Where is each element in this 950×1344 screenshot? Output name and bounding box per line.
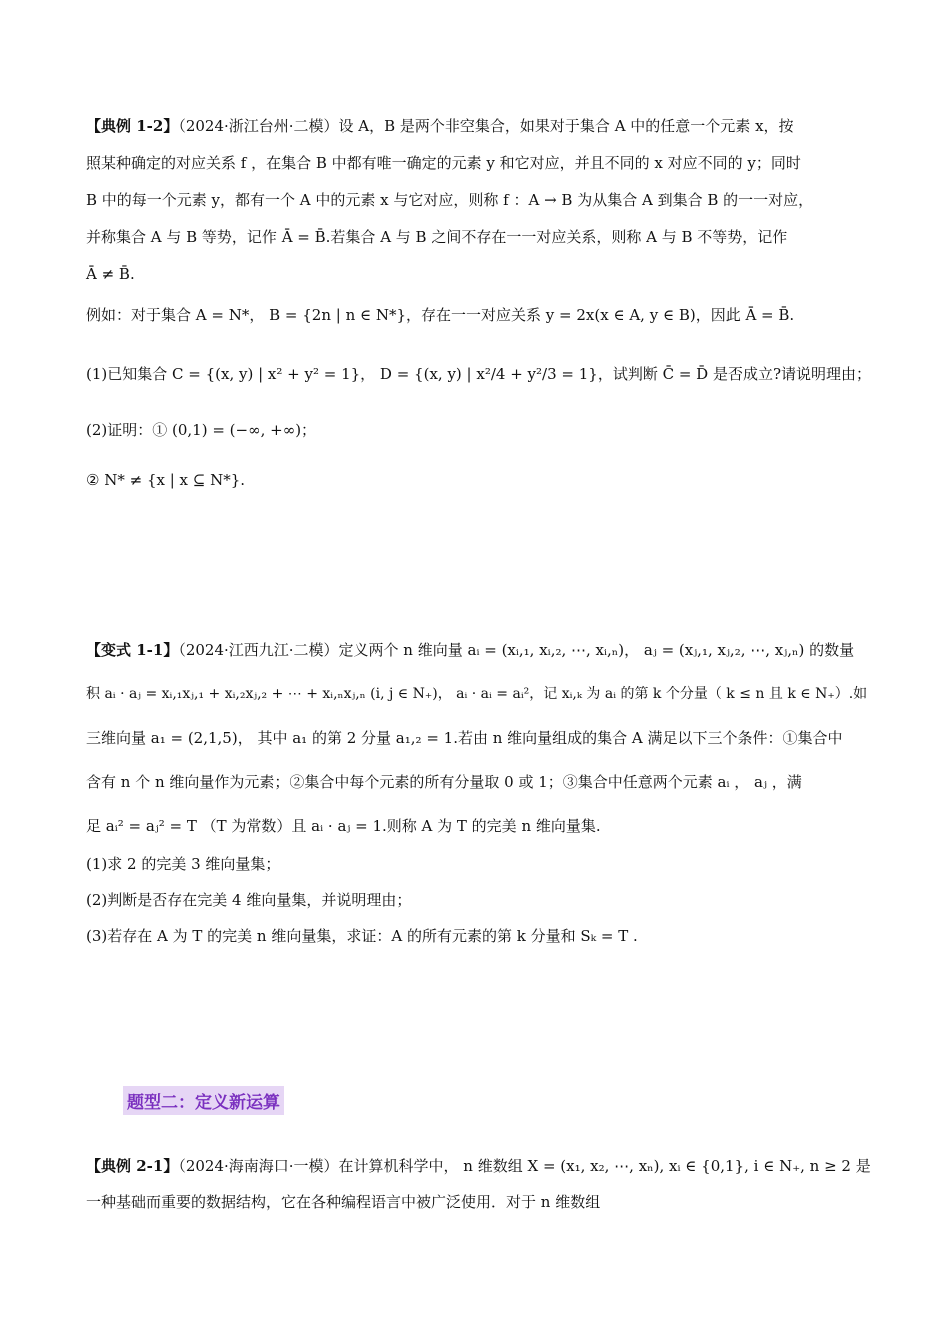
example-1-2-line-1: 【典例 1-2】（2024·浙江台州·二模）设 A，B 是两个非空集合，如果对于集合 A 中的任意一个元素 x，按 [86, 117, 794, 135]
variant-1-1-line-4: 含有 n 个 n 维向量作为元素；②集合中每个元素的所有分量取 0 或 1；③集合中任意两个元素 aᵢ ， aⱼ ，满 [86, 773, 802, 791]
example-1-2 [86, 108, 861, 293]
variant-1-1-line-3: 三维向量 a₁ = (2,1,5)， 其中 a₁ 的第 2 分量 a₁,₂ = 1.若由 n 维向量组成的集合 A 满足以下三个条件：①集合中 [86, 729, 843, 747]
variant-1-1-label: 【变式 1-1】 [86, 641, 179, 659]
variant-1-1-line-5: 足 aᵢ² = aⱼ² = T （T 为常数）且 aᵢ · aⱼ = 1.则称 A 为 T 的完美 n 维向量集. [86, 817, 601, 835]
example-1-2-line-4: 并称集合 A 与 B 等势，记作 Ā = B̄.若集合 A 与 B 之间不存在一一对应关系，则称 A 与 B 不等势，记作 [86, 228, 788, 246]
example-2-1-line-2: 一种基础而重要的数据结构，它在各种编程语言中被广泛使用．对于 n 维数组 [86, 1193, 601, 1211]
variant-1-1-line-2: 积 aᵢ · aⱼ = xᵢ,₁xⱼ,₁ + xᵢ,₂xⱼ,₂ + ⋯ + xᵢ,ₙxⱼ,ₙ (i, j ∈ N₊)， aᵢ · aᵢ = aᵢ²，记 xᵢ,ₖ 为 aᵢ 的第 k 个分量（ k ≤ n 且 k ∈ N₊）.如 [86, 686, 868, 702]
example-1-2-instance [86, 297, 861, 334]
variant-1-1-line-1: 【变式 1-1】（2024·江西九江·二模）定义两个 n 维向量 aᵢ = (xᵢ,₁, xᵢ,₂, ⋯, xᵢ,ₙ)， aⱼ = (xⱼ,₁, xⱼ,₂, ⋯, xⱼ,ₙ) 的数量 [86, 641, 855, 659]
variant-1-1-items [86, 846, 861, 954]
variant-item-3: (3)若存在 A 为 T 的完美 n 维向量集，求证：A 的所有元素的第 k 分量和 Sₖ = T . [86, 927, 638, 945]
question-2b: ② N* ≠ {x | x ⊆ N*}. [86, 471, 246, 489]
variant-item-2: (2)判断是否存在完美 4 维向量集，并说明理由； [86, 891, 412, 909]
example-2-1-label: 【典例 2-1】 [86, 1157, 179, 1175]
question-2a: (2)证明：① (0,1) = (−∞, +∞)； [86, 421, 317, 439]
example-1-2-line-2: 照某种确定的对应关系 f ，在集合 B 中都有唯一确定的元素 y 和它对应，并且不同的 x 对应不同的 y；同时 [86, 154, 801, 172]
example-1-2-q1 [86, 356, 872, 393]
question-1: (1)已知集合 C = {(x, y) | x² + y² = 1}， D = {(x, y) | x²/4 + y²/3 = 1}，试判断 C̄ = D̄ 是否成立?请说明理由； [86, 365, 872, 383]
example-1-2-line-5: Ā ≠ B̄. [86, 265, 135, 283]
variant-item-1: (1)求 2 的完美 3 维向量集； [86, 855, 281, 873]
example-1-2-q2b [86, 462, 861, 499]
example-1-2-label: 【典例 1-2】 [86, 117, 179, 135]
example-line: 例如：对于集合 A = N*， B = {2n | n ∈ N*}，存在一一对应关系 y = 2x(x ∈ A, y ∈ B)，因此 Ā = B̄. [86, 306, 795, 324]
example-1-2-line-3: B 中的每一个元素 y，都有一个 A 中的元素 x 与它对应，则称 f ：A → B 为从集合 A 到集合 B 的一一对应， [86, 191, 814, 209]
example-1-2-q2 [86, 412, 861, 449]
variant-1-1 [86, 628, 868, 848]
example-2-1 [86, 1148, 871, 1220]
section-title: 题型二：定义新运算 [123, 1086, 284, 1115]
example-2-1-line-1: 【典例 2-1】（2024·海南海口·一模）在计算机科学中， n 维数组 X = (x₁, x₂, ⋯, xₙ), xᵢ ∈ {0,1}, i ∈ N₊, n ≥ 2 是 [86, 1157, 871, 1175]
